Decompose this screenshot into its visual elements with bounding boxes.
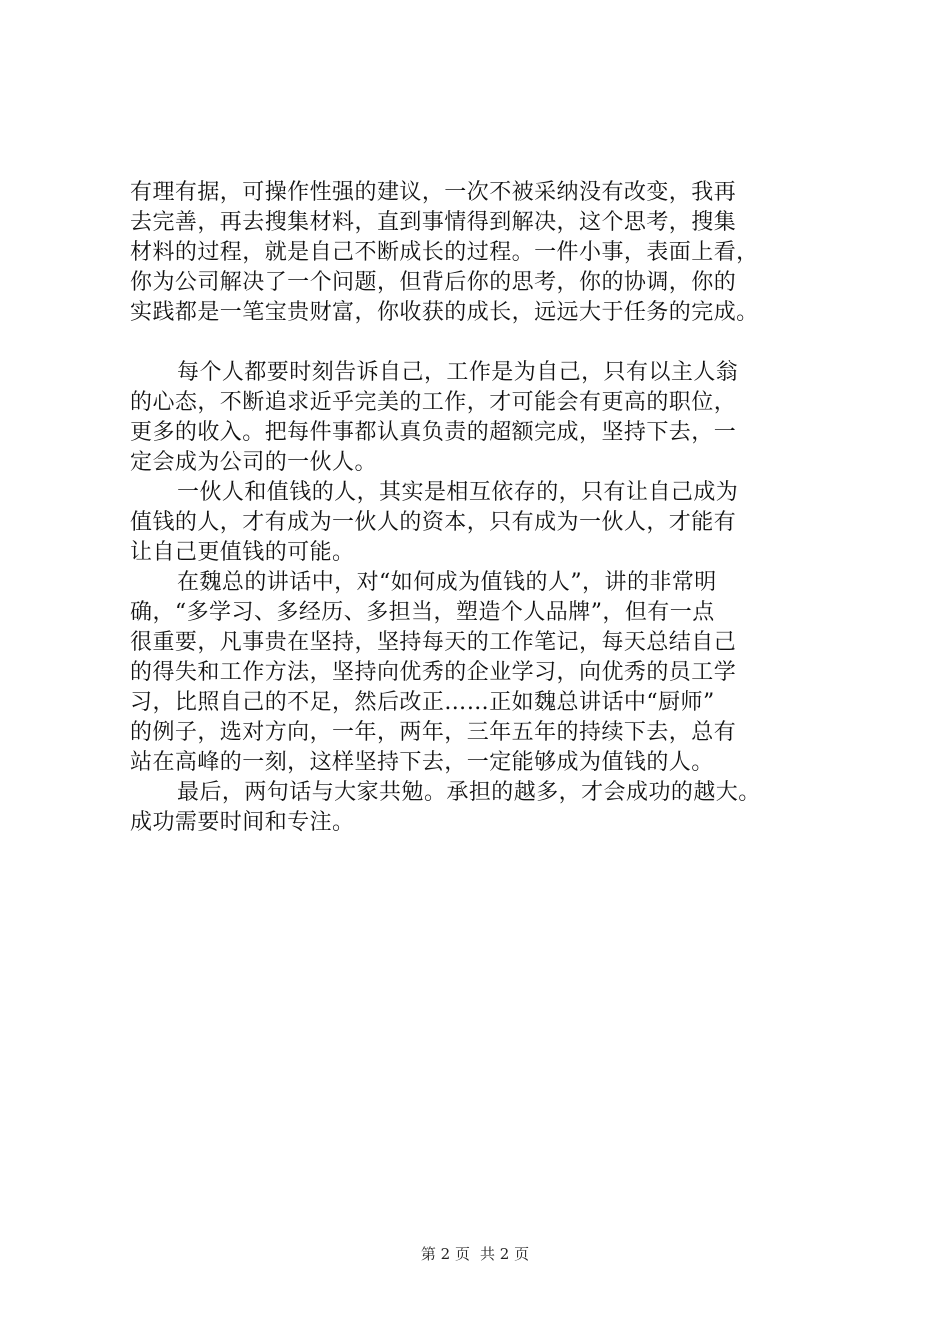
text-line: 一伙人和值钱的人，其实是相互依存的，只有让自己成为 [177,480,739,505]
paragraph [130,778,840,838]
text-line: 确，“多学习、多经历、多担当，塑造个人品牌”，但有一点 [130,600,715,625]
text-line: 成功需要时间和专注。 [130,810,355,835]
text-line: 实践都是一笔宝贵财富，你收获的成长，远远大于任务的完成。 [130,300,759,325]
text-line: 的得失和工作方法，坚持向优秀的企业学习，向优秀的员工学 [130,660,737,685]
text-line: 值钱的人，才有成为一伙人的资本，只有成为一伙人，才能有 [130,510,737,535]
text-line: 在魏总的讲话中，对“如何成为值钱的人”，讲的非常明 [177,570,717,595]
text-line: 材料的过程，就是自己不断成长的过程。一件小事，表面上看， [130,240,759,265]
text-line: 每个人都要时刻告诉自己，工作是为自己，只有以主人翁 [177,360,739,385]
text-line: 的例子，选对方向，一年，两年，三年五年的持续下去，总有 [130,720,737,745]
text-line: 更多的收入。把每件事都认真负责的超额完成，坚持下去，一 [130,420,737,445]
text-line: 定会成为公司的一伙人。 [130,450,377,475]
document-body [130,178,840,838]
paragraph-spacer [130,328,840,358]
text-line: 你为公司解决了一个问题，但背后你的思考，你的协调，你的 [130,270,737,295]
paragraph [130,178,840,328]
text-line: 很重要，凡事贵在坚持，坚持每天的工作笔记，每天总结自己 [130,630,737,655]
page-footer [0,1244,950,1264]
page-number: 第 2 页 [420,1245,470,1263]
text-line: 的心态，不断追求近乎完美的工作，才可能会有更高的职位， [130,390,737,415]
text-line: 有理有据，可操作性强的建议，一次不被采纳没有改变，我再 [130,180,737,205]
paragraph [130,568,840,778]
text-line: 让自己更值钱的可能。 [130,540,355,565]
text-line: 最后，两句话与大家共勉。承担的越多，才会成功的越大。 [177,780,761,805]
paragraph [130,478,840,568]
page-total: 共 2 页 [480,1245,530,1263]
paragraph [130,358,840,478]
text-line: 去完善，再去搜集材料，直到事情得到解决，这个思考，搜集 [130,210,737,235]
text-line: 习，比照自己的不足，然后改正……正如魏总讲话中“厨师” [130,690,715,715]
text-line: 站在高峰的一刻，这样坚持下去，一定能够成为值钱的人。 [130,750,714,775]
